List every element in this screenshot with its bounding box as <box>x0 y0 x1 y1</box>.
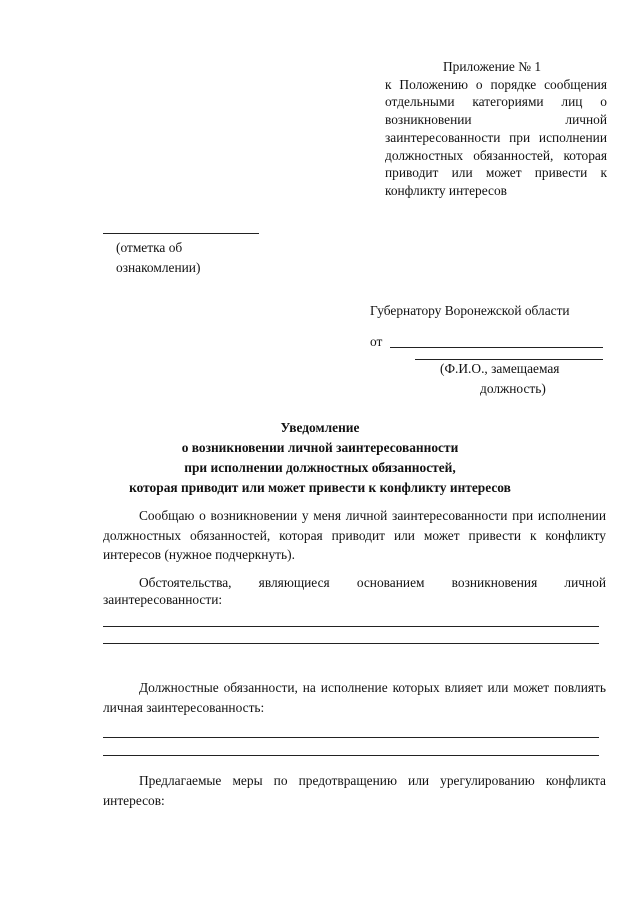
heading-line2: о возникновении личной заинтересованности <box>181 440 459 455</box>
addressee-to: Губернатору Воронежской области <box>370 303 570 318</box>
acknowledgement-label-line1: (отметка об <box>116 240 183 255</box>
fill-line-duties-2 <box>103 755 599 756</box>
appendix-body: к Положению о порядке сообщения отдельными категориями лиц о возникновении личной заинтересованности при исполнении должностных обязанностей, которая приводит или может привести к конфликту интересов <box>385 76 607 198</box>
document-heading <box>110 418 530 498</box>
heading-line1: Уведомление <box>280 420 360 435</box>
from-row <box>370 334 610 354</box>
fill-line-circumstances-1 <box>103 626 599 627</box>
heading-line3: при исполнении должностных обязанностей, <box>184 460 456 475</box>
from-fill-line <box>390 347 603 348</box>
acknowledgement-signature-line <box>103 233 259 234</box>
from-label: от <box>370 334 383 349</box>
paragraph-circumstances: Обстоятельства, являющиеся основанием возникновения личной <box>139 575 606 590</box>
paragraph-measures: Предлагаемые меры по предотвращению или урегулированию конфликта интересов: <box>103 773 606 808</box>
fill-line-circumstances-2 <box>103 643 599 644</box>
fill-line-duties-1 <box>103 737 599 738</box>
paragraph-notification: Сообщаю о возникновении у меня личной заинтересованности при исполнении должностных обязанностей, которая приводит или может привести к конфликту интересов (нужное подчеркнуть). <box>103 508 606 562</box>
heading-line4: которая приводит или может привести к конфликту интересов <box>129 480 511 495</box>
fio-caption-line1: (Ф.И.О., замещаемая <box>440 361 560 376</box>
fio-caption <box>440 359 600 399</box>
appendix-title: Приложение № 1 <box>443 59 542 74</box>
acknowledgement-label <box>116 238 263 278</box>
acknowledgement-block <box>103 233 263 278</box>
paragraph-duties: Должностные обязанности, на исполнение которых влияет или может повлиять личная заинтересованность: <box>103 680 606 715</box>
paragraph-circumstances-cont: заинтересованности: <box>103 592 223 607</box>
acknowledgement-label-line2: ознакомлении) <box>116 260 201 275</box>
fio-caption-line2: должность) <box>480 381 546 396</box>
appendix-block <box>385 58 607 200</box>
